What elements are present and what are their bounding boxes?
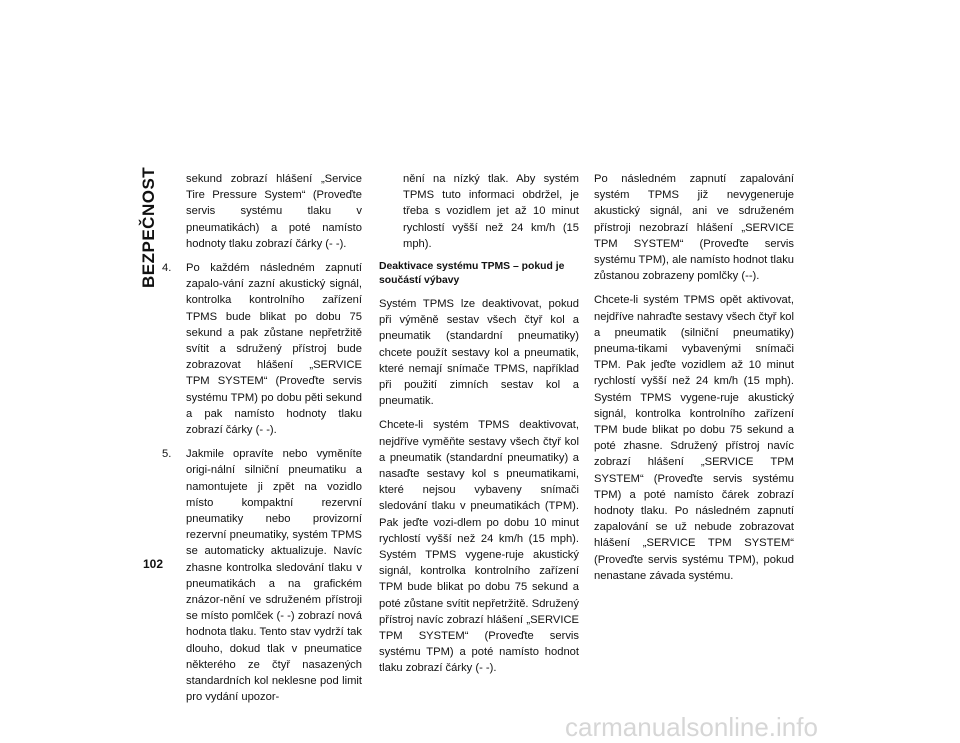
- list-number: 5.: [162, 448, 172, 461]
- text-column-2: [379, 171, 579, 685]
- paragraph: Chcete-li systém TPMS deaktivovat, nejdříve vyměňte sestavy všech čtyř kol a pneumatik (standardní pneumatiky) a nasaďte sestavy kol s pneumatikami, které nejsou vybaveny snímači sledování tlaku v pneumatikách (TPM). Pak jeďte vozi-dlem po dobu 10 minut rychlostí vyšší než 24 km/h (15 mph). Systém TPMS vygene-ruje akustický signál, kontrolka kontrolního zařízení TPM bude blikat po dobu 75 sekund a poté zůstane svítit nepřetržitě. Sdružený přístroj navíc zobrazí hlášení „SERVICE TPM SYSTEM“ (Proveďte servis systému TPM) a poté namísto hodnot tlaku zobrazí čárky (- -).: [379, 419, 579, 675]
- paragraph: Systém TPMS lze deaktivovat, pokud při výměně sestav všech čtyř kol a pneumatik (standardní pneumatiky) chcete použít sestavy kol a pneumatik, které nemají snímače TPMS, například při použití zimních sestav kol a pneumatik.: [379, 298, 579, 408]
- text-column-3: [594, 171, 794, 592]
- list-text: Jakmile opravíte nebo vyměníte origi-nální silniční pneumatiku a namontujete ji zpět na vozidlo místo kompaktní rezervní pneumatiky nebo provizorní rezervní pneumatiky, systém TPMS se automaticky aktualizuje. Navíc zhasne kontrolka sledování tlaku v pneumatikách a na grafickém znázor-nění ve sdruženém přístroji se místo pomlček (- -) zobrazí nová hodnota tlaku. Tento stav vydrží tak dlouho, dokud tlak v pneumatice některého ze čtyř nasazených standardních kol neklesne pod limit pro vydání upozor-: [186, 448, 362, 704]
- list-item: [162, 446, 362, 705]
- page-number: 102: [143, 557, 164, 571]
- list-text: Po každém následném zapnutí zapalo-vání zazní akustický signál, kontrolka kontrolního zařízení TPMS bude blikat po dobu 75 sekund a pak zůstane nepřetržitě svítit a sdružený přístroj bude zobrazovat hlášení „SERVICE TPM SYSTEM“ (Proveďte servis systému TPM) po dobu pěti sekund a pak namísto hodnoty tlaku zobrazí čárky (- -).: [186, 262, 362, 437]
- list-number: 4.: [162, 262, 172, 275]
- section-title: BEZPEČNOST: [139, 166, 158, 288]
- section-heading: Deaktivace systému TPMS – pokud je součástí výbavy: [379, 261, 565, 287]
- list-item: [162, 260, 362, 438]
- watermark: carmanualsonline.info: [565, 712, 818, 742]
- paragraph-continuation: nění na nízký tlak. Aby systém TPMS tuto informaci obdržel, je třeba s vozidlem jet až 10 minut rychlostí vyšší než 24 km/h (15 mph).: [403, 173, 579, 250]
- text-column-1: [162, 171, 362, 714]
- paragraph: Chcete-li systém TPMS opět aktivovat, nejdříve nahraďte sestavy všech čtyř kol a pneumatik (silniční pneumatiky) pneuma-tikami vybavenými snímači TPM. Pak jeďte vozidlem až 10 minut rychlostí vyšší než 24 km/h (15 mph). Systém TPMS vygene-ruje akustický signál, kontrolka kontrolního zařízení TPM bude blikat po dobu 75 sekund a poté zhasne. Sdružený přístroj navíc zobrazí hlášení „SERVICE TPM SYSTEM“ (Proveďte servis systému TPM) a poté namísto čárek zobrazí hodnoty tlaku. Po následném zapnutí zapalování se už nebude zobrazovat hlášení „SERVICE TPM SYSTEM“ (Proveďte servis systému TPM), pokud nenastane závada systému.: [594, 294, 794, 582]
- paragraph: Po následném zapnutí zapalování systém TPMS již nevygeneruje akustický signál, ani ve sdruženém přístroji nezobrazí hlášení „SERVICE TPM SYSTEM“ (Proveďte servis systému TPM), ale namísto hodnot tlaku zůstanou zobrazeny pomlčky (--).: [594, 173, 795, 283]
- paragraph-continuation: sekund zobrazí hlášení „Service Tire Pressure System“ (Proveďte servis systému tlaku v pneumatikách) a poté namísto hodnoty tlaku zobrazí čárky (- -).: [186, 173, 362, 250]
